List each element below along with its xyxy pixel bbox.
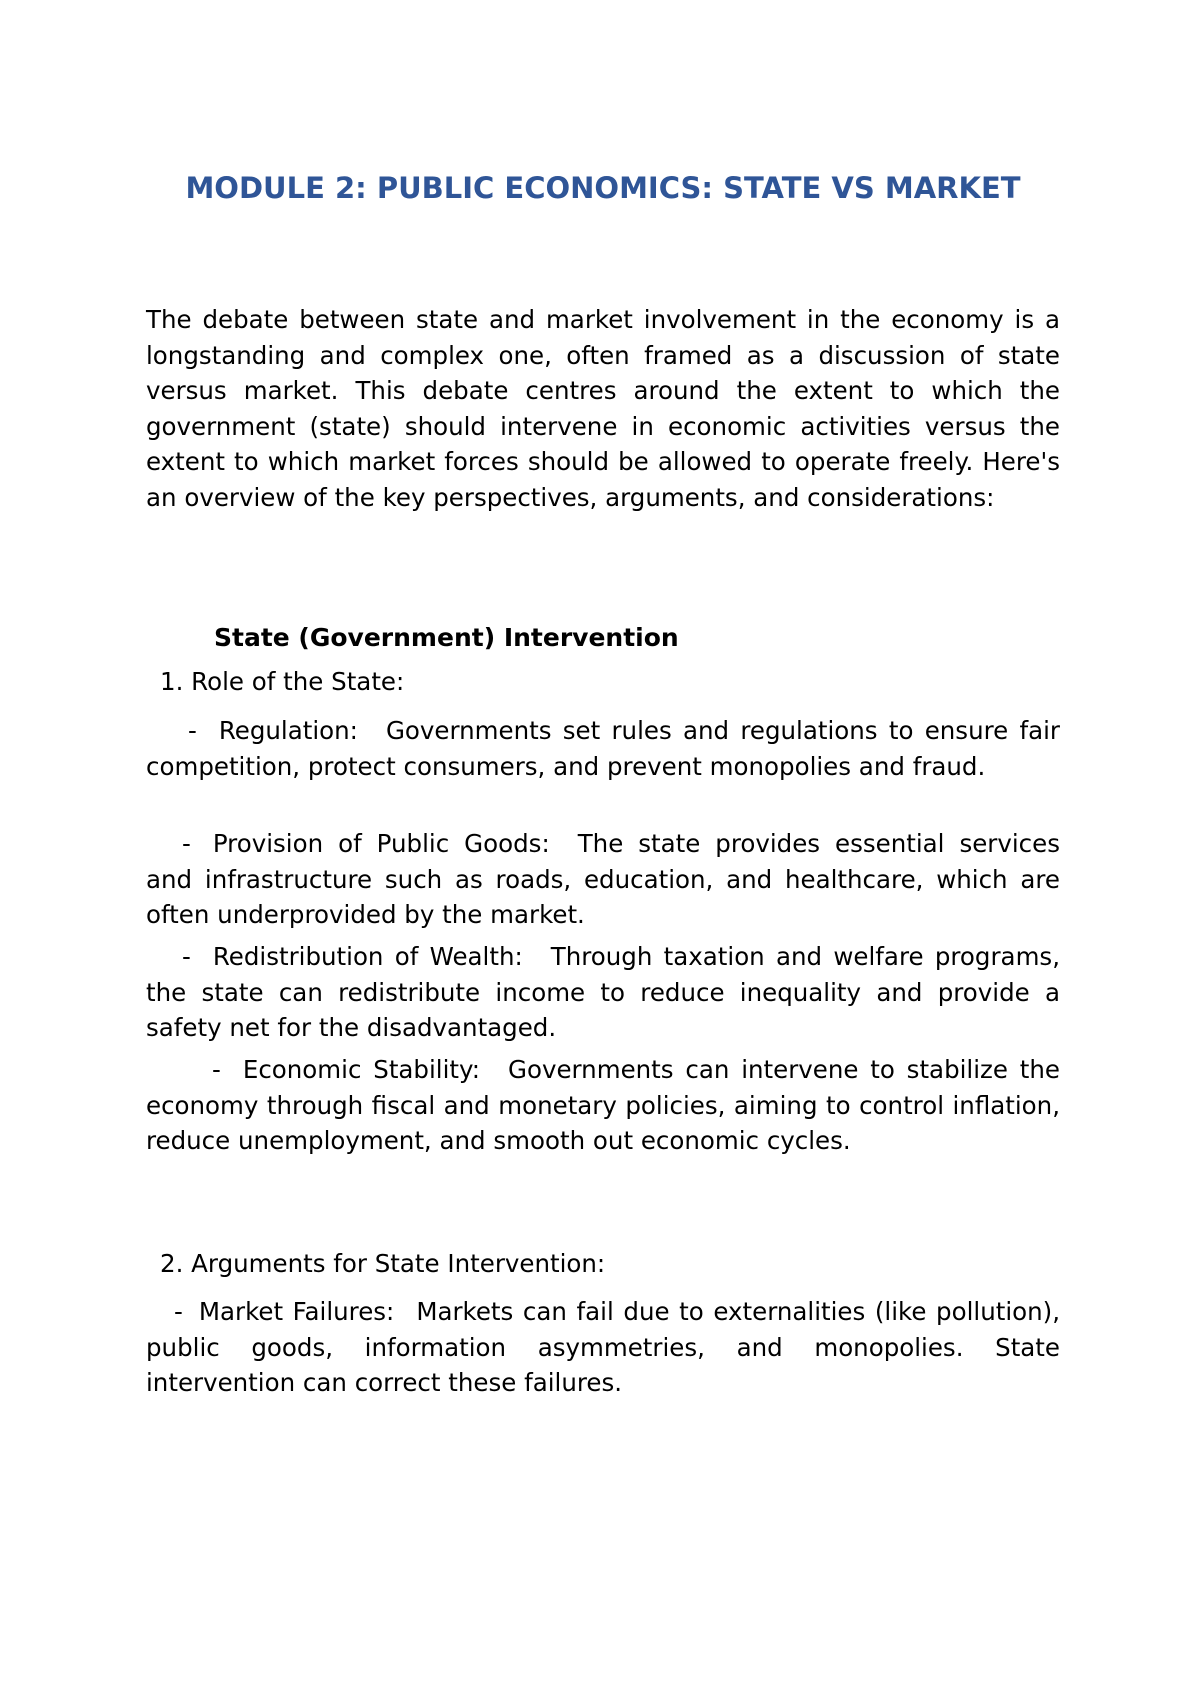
bullet-economic-stability <box>146 1052 1060 1159</box>
bullet-market-failures <box>146 1294 1060 1401</box>
bullet-text: Governments set rules and regulations to ensure fair competition, protect consumers, and prevent monopolies and fraud. <box>146 716 1060 781</box>
bullet-regulation <box>146 713 1060 784</box>
bullet-text: Markets can fail due to externalities (like pollution), public goods, information asymmetries, and monopolies. State intervention can correct these failures. <box>146 1297 1060 1398</box>
intro-paragraph: The debate between state and market involvement in the economy is a longstanding and complex one, often framed as a discussion of state versus market. This debate centres around the extent to which the government (state) should intervene in economic activities versus the extent to which market forces should be allowed to operate freely. Here's an overview of the key perspectives, arguments, and considerations: <box>146 305 1060 512</box>
bullet-dash: - <box>212 1055 221 1084</box>
numbered-heading-arguments: 2. Arguments for State Intervention: <box>160 1249 606 1278</box>
bullet-term: Economic Stability: <box>242 1055 480 1084</box>
page-title: MODULE 2: PUBLIC ECONOMICS: STATE VS MARKET <box>185 171 1021 205</box>
bullet-term: Redistribution of Wealth: <box>212 942 523 971</box>
bullet-public-goods <box>146 826 1060 933</box>
numbered-heading-role-of-state: 1. Role of the State: <box>160 667 405 696</box>
bullet-text: Through taxation and welfare programs, the state can redistribute income to reduce inequality and provide a safety net for the disadvantaged. <box>146 942 1060 1043</box>
bullet-dash: - <box>182 942 191 971</box>
bullet-term: Market Failures: <box>198 1297 395 1326</box>
bullet-redistribution <box>146 939 1060 1046</box>
bullet-term: Regulation: <box>218 716 358 745</box>
bullet-dash: - <box>188 716 197 745</box>
bullet-text: Governments can intervene to stabilize the economy through fiscal and monetary policies, aiming to control inflation, reduce unemployment, and smooth out economic cycles. <box>146 1055 1060 1156</box>
bullet-dash: - <box>174 1297 183 1326</box>
section-heading: State (Government) Intervention <box>214 623 679 652</box>
bullet-term: Provision of Public Goods: <box>212 829 550 858</box>
bullet-dash: - <box>182 829 191 858</box>
bullet-text: The state provides essential services and infrastructure such as roads, education, and healthcare, which are often underprovided by the market. <box>146 829 1060 930</box>
